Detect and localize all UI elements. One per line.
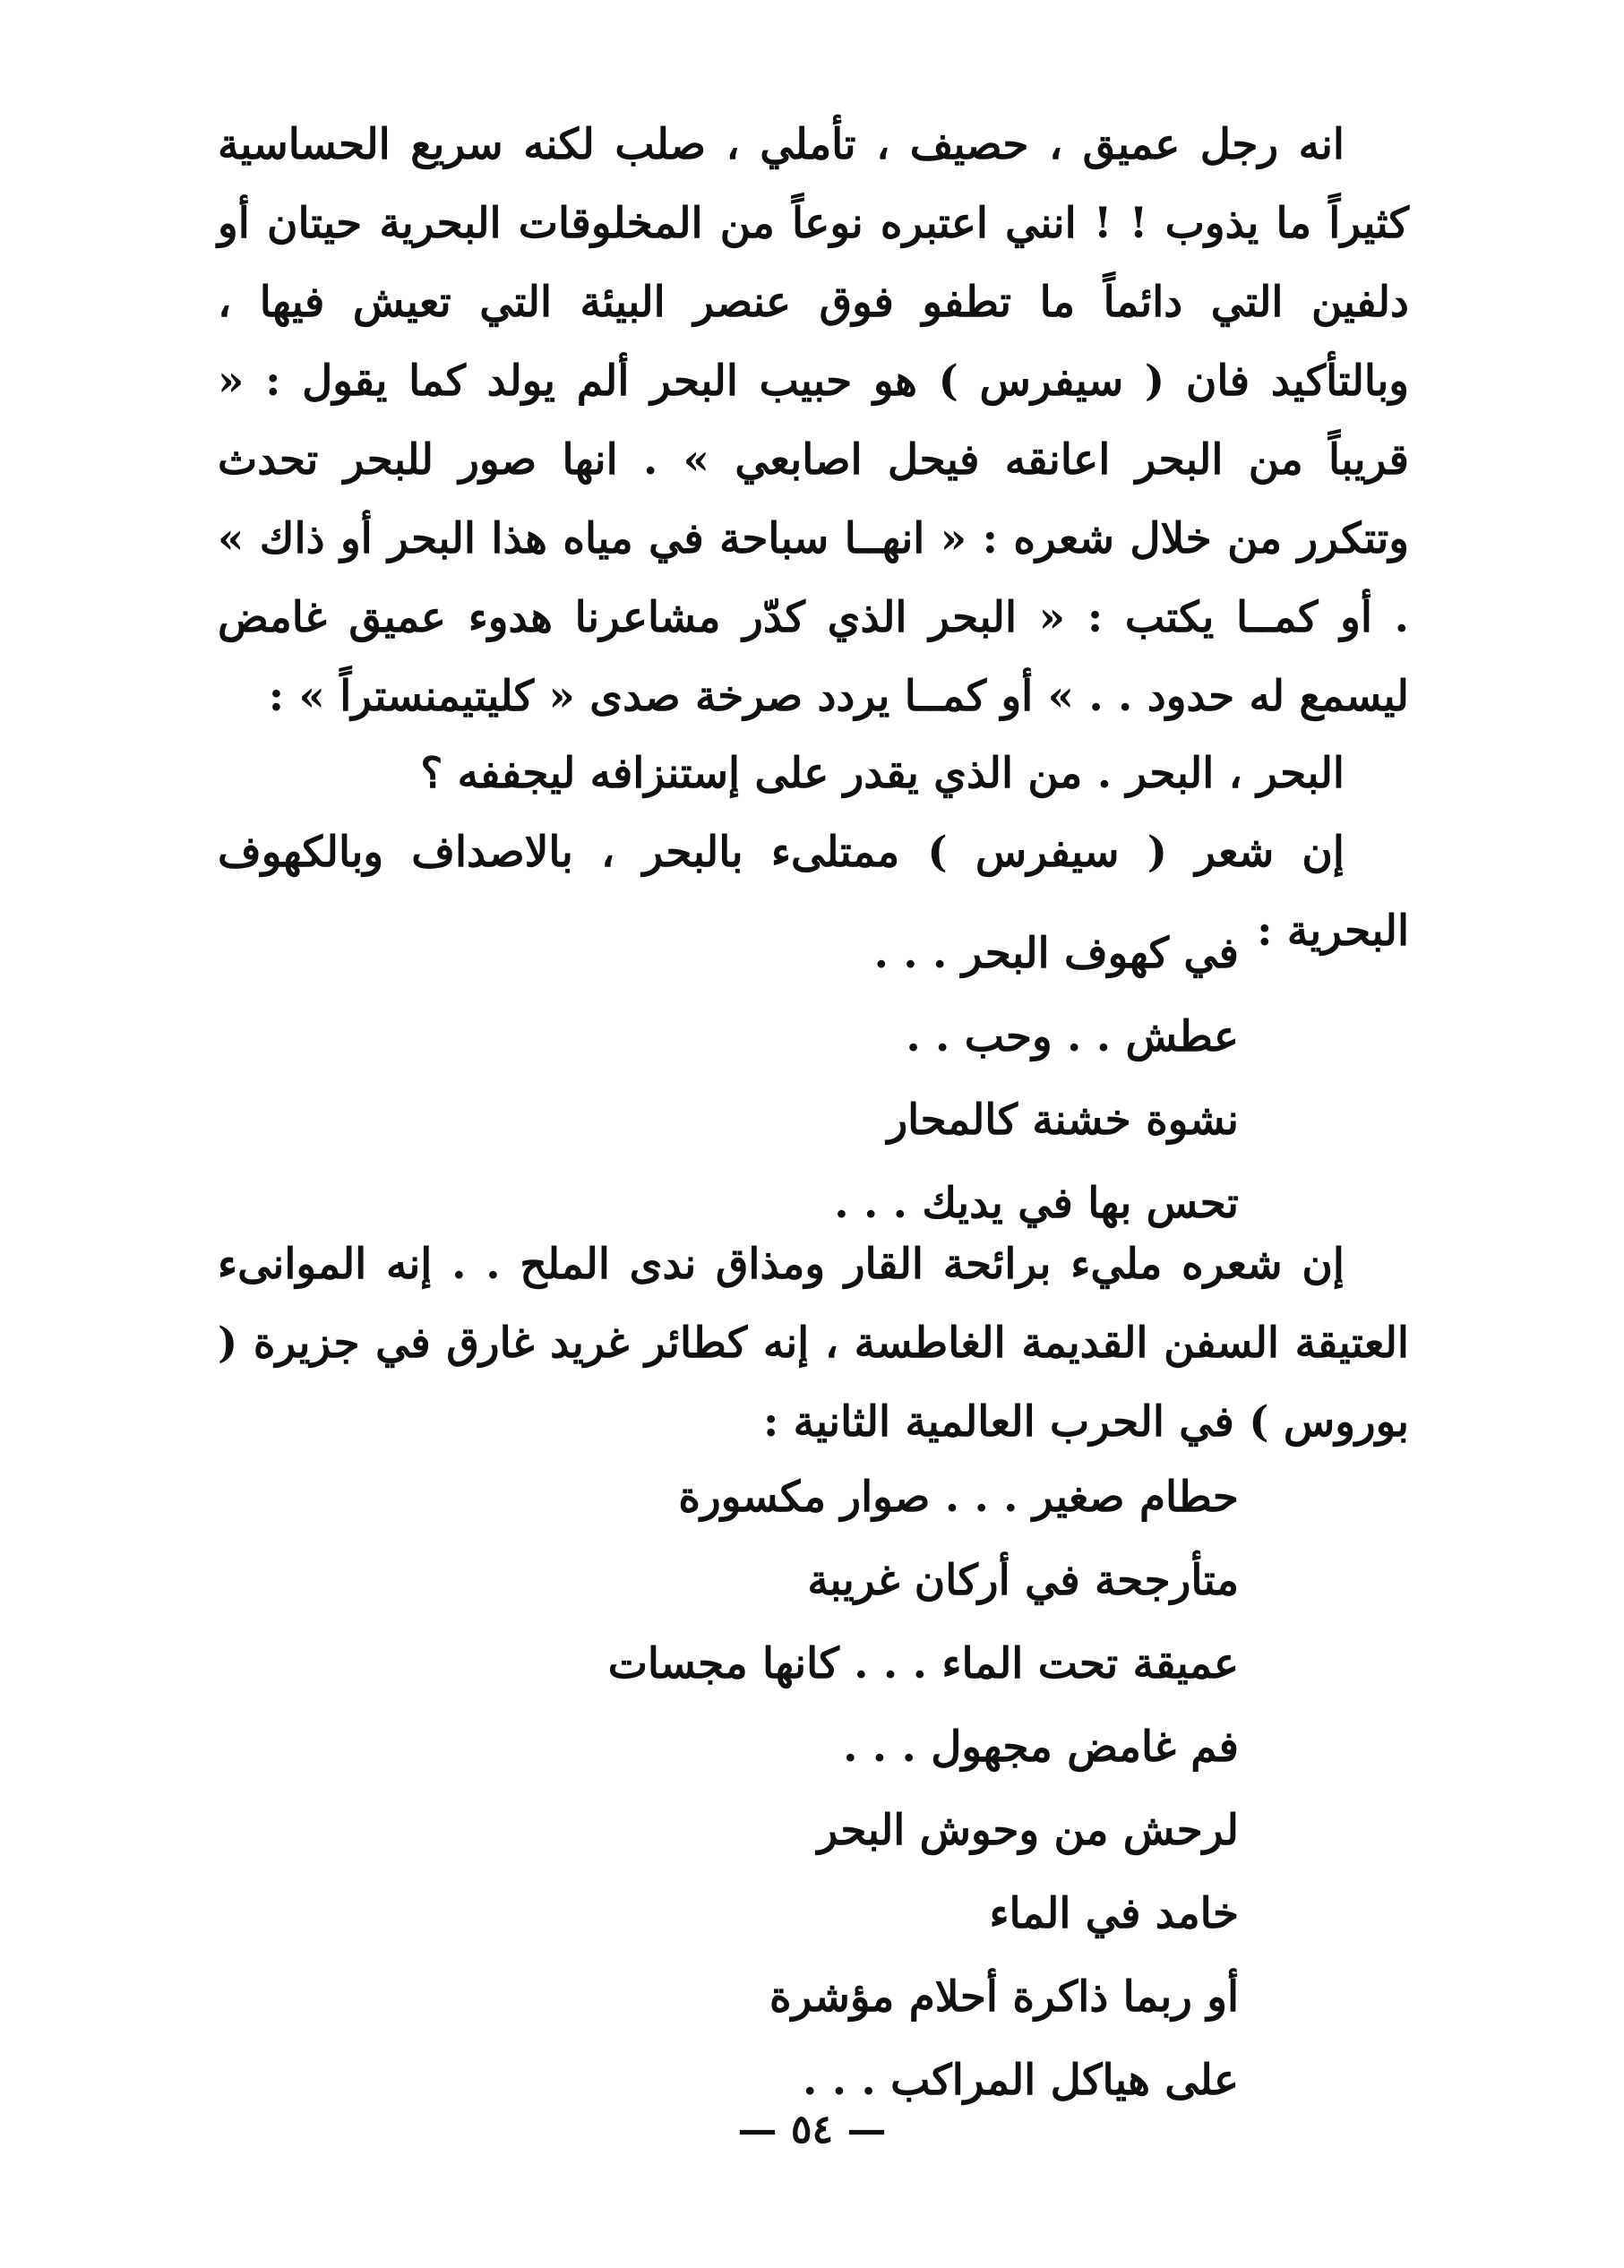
verse-line: في كهوف البحر . . . xyxy=(873,929,1239,978)
paragraph-tar-salt xyxy=(218,1225,1409,1462)
verse-line: لرحش من وحوش البحر xyxy=(817,1806,1239,1855)
verse-line: أو ربما ذاكرة أحلام مؤشرة xyxy=(769,1972,1239,2022)
paragraph-quote-sea xyxy=(218,735,1409,813)
verse-line: نشوة خشنة كالمحار xyxy=(887,1095,1239,1145)
verse-line: على هياكل المراكب . . . xyxy=(802,2056,1239,2105)
verse-line: فم غامض مجهول . . . xyxy=(843,1722,1239,1772)
paragraph-intro xyxy=(218,106,1409,736)
verse-line: عميقة تحت الماء . . . كانها مجسات xyxy=(607,1639,1239,1688)
verse-block-caves xyxy=(834,912,1239,1245)
paragraph-text: إن شعره مليء برائحة القار ومذاق ندى الملح . . إنه الموانىء العتيقة السفن القديمة الغاطسة ، إنه كطائر غريد غارق في جزيرة ( بوروس ) في الحرب العالمية الثانية : xyxy=(218,1240,1409,1447)
verse-line: خامد في الماء xyxy=(989,1889,1239,1938)
page-number: — ٥٤ — xyxy=(737,2107,887,2152)
verse-block-wreckage xyxy=(608,1456,1239,2122)
verse-line: حطام صغير . . . صوار مكسورة xyxy=(678,1473,1239,1522)
paragraph-text: انه رجل عميق ، حصيف ، تأملي ، صلب لكنه سريع الحساسية كثيراً ما يذوب ! ! انني اعتبره نوعاً من المخلوقات البحرية حيتان أو دلفين التي دائماً ما تطفو فوق عنصر البيئة التي تعيش فيها ، وبالتأكيد فان ( سيفرس ) هو حبيب البحر ألم يولد كما يقول : « قريباً من البحر اعانقه فيحل اصابعي » . انها صور للبحر تحدث وتتكرر من خلال شعره : « انهــا سباحة في مياه هذا البحر أو ذاك » . أو كمــا يكتب : « البحر الذي كدّر مشاعرنا هدوء عميق غامض ليسمع له حدود . . » أو كمــا يردد صرخة صدى « كليتيمنستراً » : xyxy=(218,120,1409,721)
paragraph-text: البحر ، البحر . من الذي يقدر على إستنزافه ليجففه ؟ xyxy=(420,749,1345,798)
verse-line: عطش . . وحب . . xyxy=(906,1012,1239,1061)
paragraph-text: إن شعر ( سيفرس ) ممتلىء بالبحر ، بالاصداف وبالكهوف البحرية : xyxy=(218,828,1409,956)
verse-line: تحس بها في يديك . . . xyxy=(834,1179,1239,1228)
verse-line: متأرجحة في أركان غريبة xyxy=(807,1556,1239,1605)
